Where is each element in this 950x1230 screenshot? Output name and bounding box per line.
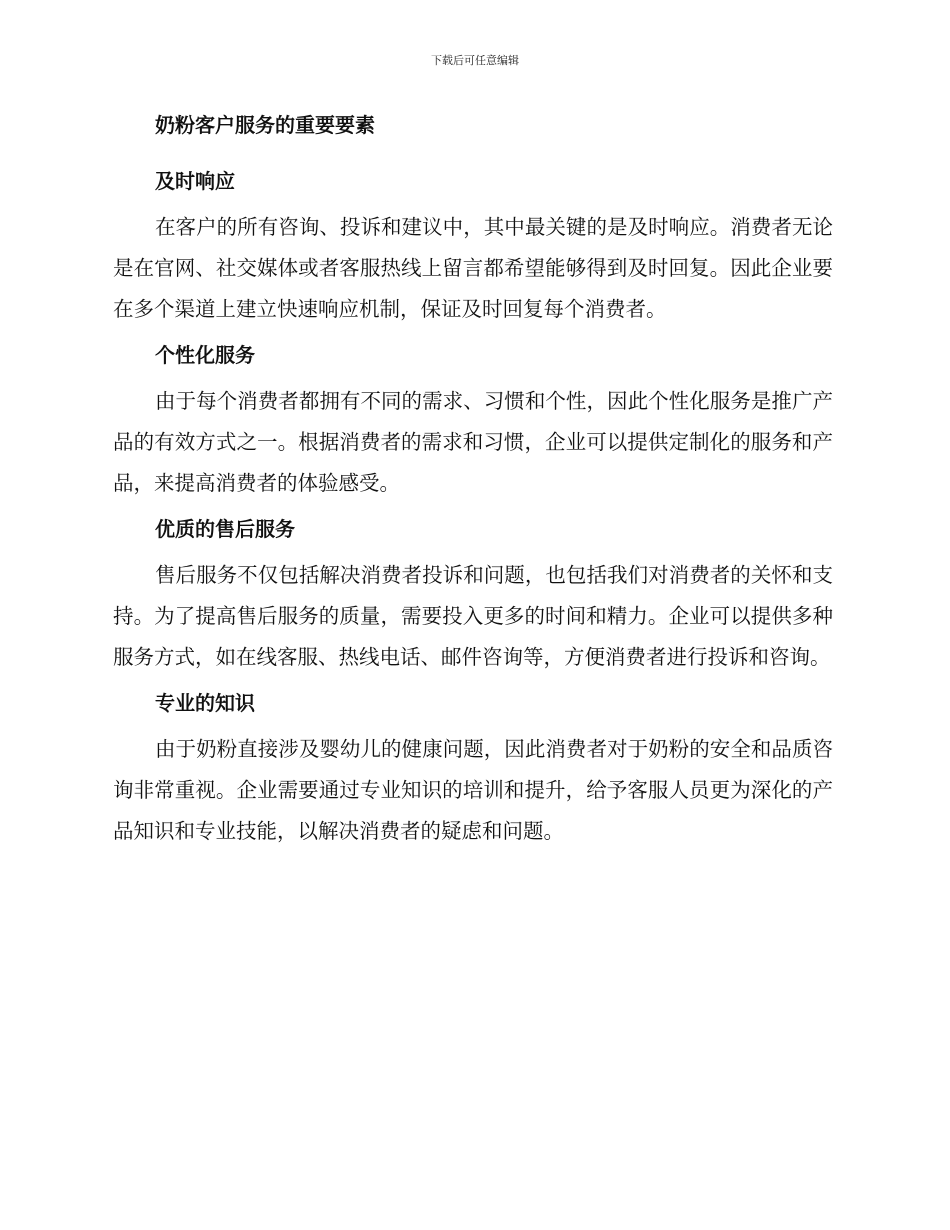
section-heading: 优质的售后服务 [155,517,295,541]
document-body [113,110,833,862]
section-heading: 专业的知识 [155,691,255,715]
section-after-sales-service [113,514,833,678]
section-personalized-service [113,340,833,504]
section-paragraph: 在客户的所有咨询、投诉和建议中，其中最关键的是及时响应。消费者无论是在官网、社交媒体或者客服热线上留言都希望能够得到及时回复。因此企业要在多个渠道上建立快速响应机制，保证及时回复每个消费者。 [113,215,833,321]
document-title: 奶粉客户服务的重要要素 [155,113,375,137]
section-heading: 个性化服务 [155,343,255,367]
section-paragraph: 售后服务不仅包括解决消费者投诉和问题，也包括我们对消费者的关怀和支持。为了提高售后服务的质量，需要投入更多的时间和精力。企业可以提供多种服务方式，如在线客服、热线电话、邮件咨询等，方便消费者进行投诉和咨询。 [113,563,833,669]
section-timely-response [113,166,833,330]
section-heading: 及时响应 [155,169,235,193]
section-paragraph: 由于奶粉直接涉及婴幼儿的健康问题，因此消费者对于奶粉的安全和品质咨询非常重视。企业需要通过专业知识的培训和提升，给予客服人员更为深化的产品知识和专业技能，以解决消费者的疑虑和问题。 [113,737,833,843]
section-professional-knowledge [113,688,833,852]
section-paragraph: 由于每个消费者都拥有不同的需求、习惯和个性，因此个性化服务是推广产品的有效方式之一。根据消费者的需求和习惯，企业可以提供定制化的服务和产品，来提高消费者的体验感受。 [113,389,833,495]
page-header: 下载后可任意编辑 [431,54,519,67]
